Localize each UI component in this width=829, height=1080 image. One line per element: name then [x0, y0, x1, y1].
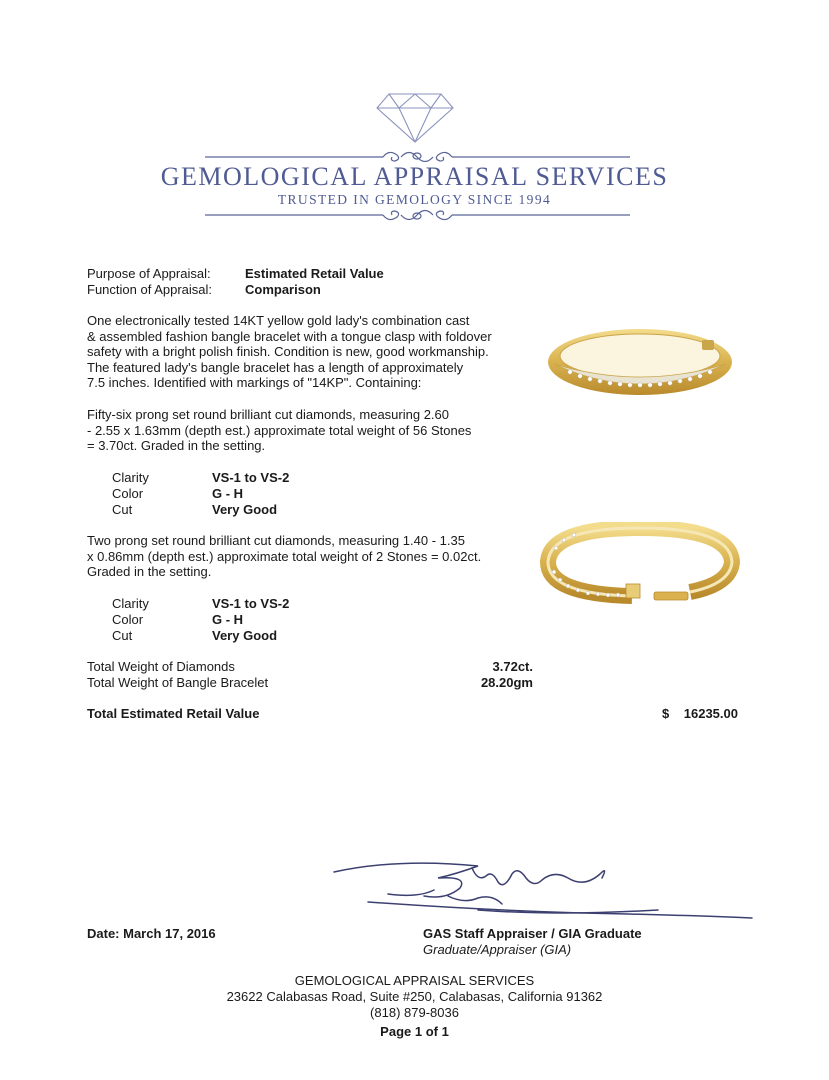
stones-1-color-label: Color: [112, 486, 144, 501]
total-retail-value: 16235.00: [683, 706, 738, 721]
stones-2-description: [87, 533, 481, 580]
appraiser-subtitle: Graduate/Appraiser (GIA): [423, 942, 572, 957]
bracelet-photo-open: [540, 522, 740, 604]
stones-1-description: [87, 407, 471, 454]
description-line: 7.5 inches. Identified with markings of "14KP". Containing:: [87, 375, 422, 391]
bracelet-photo-closed: [540, 318, 740, 400]
stones-2-cut-value: Very Good: [212, 628, 278, 643]
stones-1-cut-label: Cut: [112, 502, 133, 517]
diamond-logo-icon: [375, 92, 455, 144]
company-logo-title: GEMOLOGICAL APPRAISAL SERVICES: [160, 162, 669, 191]
stones-2-color-label: Color: [112, 612, 144, 627]
total-bracelet-value: 28.20gm: [480, 675, 533, 690]
total-diamonds-label: Total Weight of Diamonds: [87, 659, 235, 674]
total-retail-label: Total Estimated Retail Value: [87, 706, 260, 721]
stones-2-line: Two prong set round brilliant cut diamonds, measuring 1.40 - 1.35: [87, 533, 465, 548]
description-line: safety with a bright polish finish. Condition is new, good workmanship.: [87, 344, 489, 360]
function-value: Comparison: [245, 282, 321, 297]
stones-1-color-value: G - H: [212, 486, 244, 501]
item-description: [87, 313, 492, 391]
appraiser-signature: [328, 852, 758, 924]
stones-1-line: - 2.55 x 1.63mm (depth est.) approximate total weight of 56 Stones: [87, 422, 472, 438]
appraisal-date: Date: March 17, 2016: [87, 926, 216, 941]
header-ornament-top: [205, 148, 630, 162]
stones-2-line: Graded in the setting.: [87, 564, 212, 580]
stones-2-color-value: G - H: [212, 612, 244, 627]
currency-symbol: $: [662, 706, 670, 721]
header-ornament-bottom: [205, 207, 630, 221]
purpose-value: Estimated Retail Value: [245, 266, 384, 281]
total-diamonds-value: 3.72ct.: [492, 659, 533, 674]
description-line: One electronically tested 14KT yellow gold lady's combination cast: [87, 313, 470, 328]
stones-1-line: = 3.70ct. Graded in the setting.: [87, 438, 266, 454]
stones-1-line: Fifty-six prong set round brilliant cut diamonds, measuring 2.60: [87, 407, 450, 422]
footer-phone: (818) 879-8036: [370, 1005, 459, 1020]
function-label: Function of Appraisal:: [87, 282, 213, 297]
stones-2-clarity-label: Clarity: [112, 596, 149, 611]
stones-2-line: x 0.86mm (depth est.) approximate total weight of 2 Stones = 0.02ct.: [87, 548, 482, 564]
stones-2-clarity-value: VS-1 to VS-2: [212, 596, 290, 611]
footer-address: 23622 Calabasas Road, Suite #250, Calabasas, California 91362: [226, 989, 603, 1004]
company-tagline: TRUSTED IN GEMOLOGY SINCE 1994: [277, 192, 552, 207]
footer-company: GEMOLOGICAL APPRAISAL SERVICES: [294, 973, 535, 988]
description-line: The featured lady's bangle bracelet has a length of approximately: [87, 359, 464, 375]
stones-1-clarity-label: Clarity: [112, 470, 149, 485]
purpose-label: Purpose of Appraisal:: [87, 266, 211, 281]
stones-1-clarity-value: VS-1 to VS-2: [212, 470, 290, 485]
appraiser-title: GAS Staff Appraiser / GIA Graduate: [423, 926, 642, 941]
stones-1-cut-value: Very Good: [212, 502, 278, 517]
stones-2-cut-label: Cut: [112, 628, 133, 643]
description-line: & assembled fashion bangle bracelet with a tongue clasp with foldover: [87, 328, 492, 344]
page-number: Page 1 of 1: [380, 1024, 449, 1039]
total-bracelet-label: Total Weight of Bangle Bracelet: [87, 675, 269, 690]
